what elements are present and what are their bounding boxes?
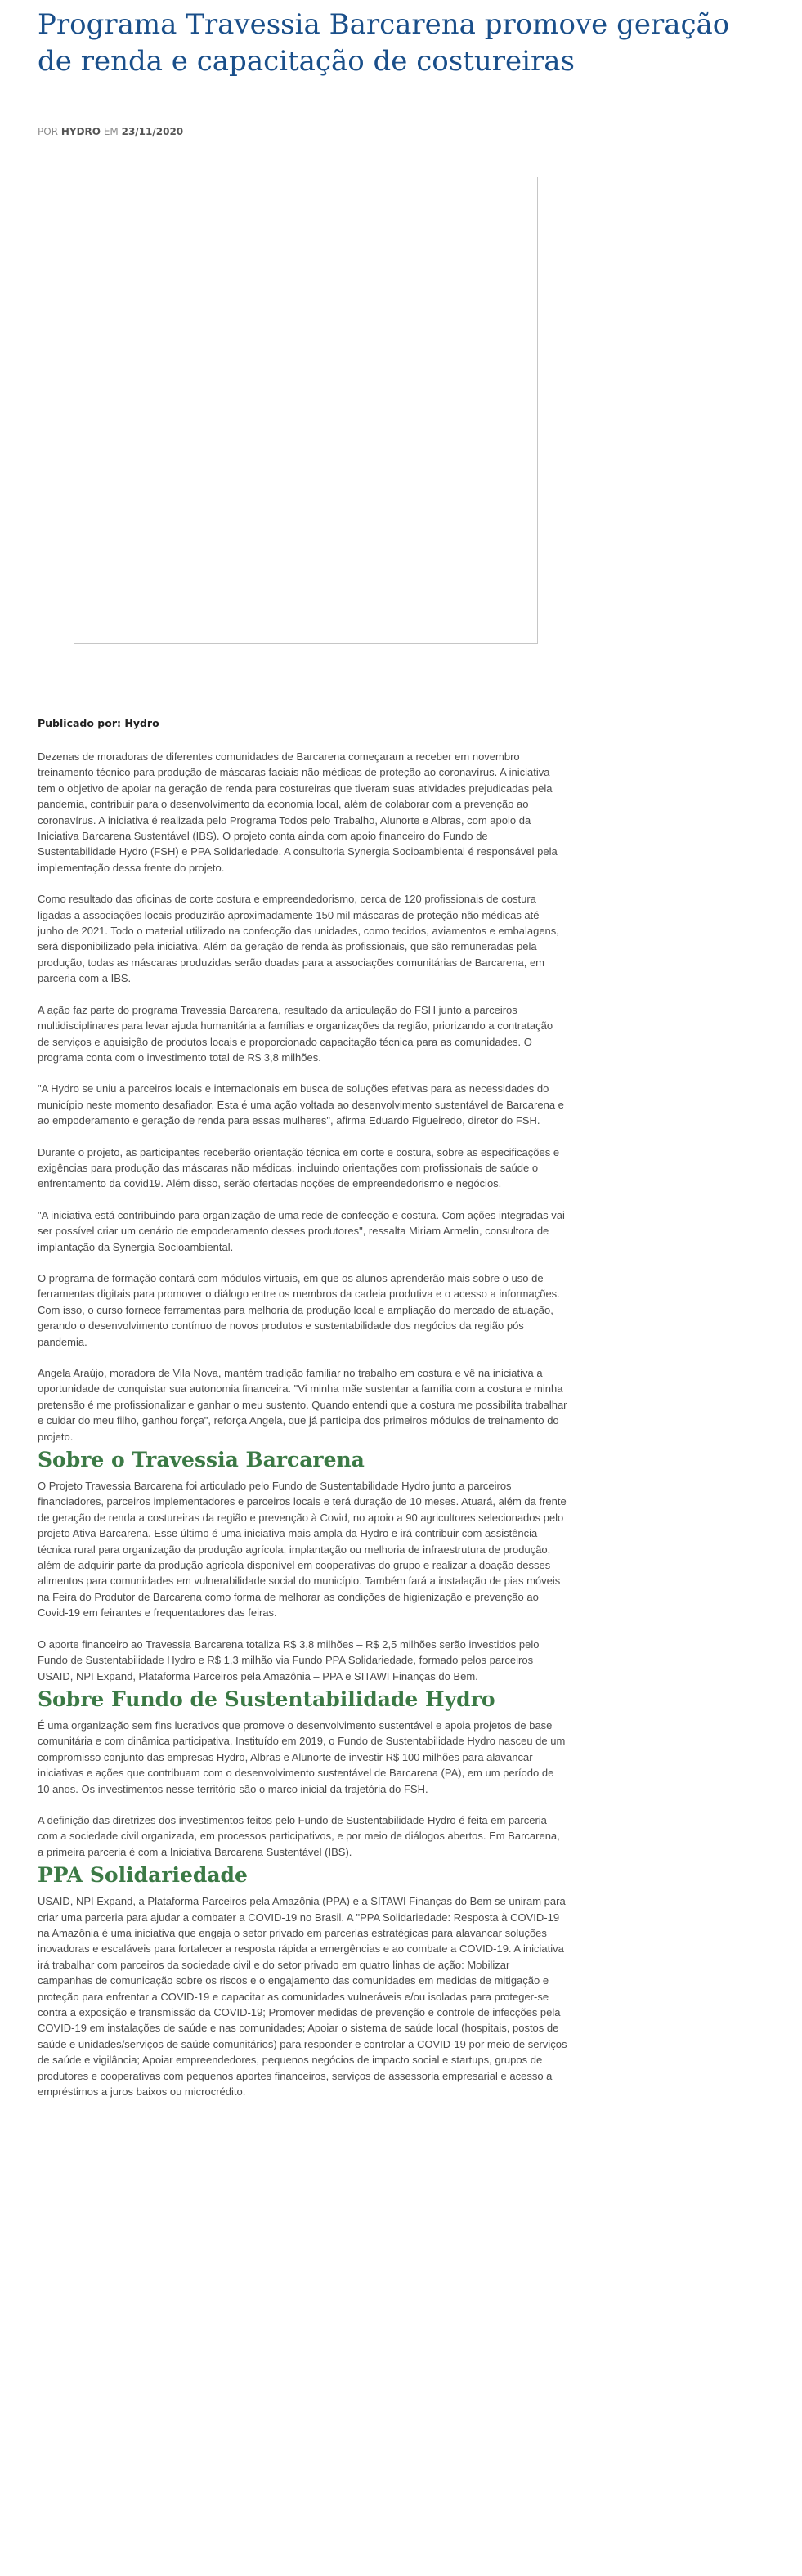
quote-paragraph: "A iniciativa está contribuindo para organização de uma rede de confecção e costura. Com ações integradas vai ser possível criar um cenário de empoderamento desses produtores", ressalta Miriam Armelin, consultora de implantação da Synergia Socioambiental.: [38, 1208, 565, 1253]
body-paragraph: USAID, NPI Expand, a Plataforma Parceiros pela Amazônia (PPA) e a SITAWI Finanças do Bem se uniram para criar uma parceria para ajudar a combater a COVID-19 no Brasil. A "PPA Solidariedade: Resposta à COVID-19 na Amazônia é uma iniciativa que engaja o setor privado em parcerias estratégicas para alavancar soluções inovadoras e escaláveis para fortalecer a resposta rápida a emergências e ao combate a COVID-19. A iniciativa irá trabalhar com parceiros da sociedade civil e do setor privado em quatro linhas de ação: Mobilizar campanhas de comunicação sobre os riscos e o engajamento das comunidades em medidas de mitigação e proteção para enfrentar a COVID-19 e capacitar as comunidades vulneráveis e/ou isoladas para proteger-se contra a exposição e transmissão da COVID-19; Promover medidas de prevenção e controle de infecções pela COVID-19 em instalações de saúde e nas comunidades; Apoiar o sistema de saúde local (hospitais, postos de saúde e unidades/serviços de saúde comunitários) para responder e controlar a COVID-19 por meio de serviços de saúde e vigilância; Apoiar empreendedores, pequenos negócios de impacto social e startups, grupos de produtores e cooperativas com pequenos aportes financeiros, serviços de assessoria empresarial e acesso a empréstimos a juros baixos ou microcrédito.: [38, 1895, 567, 2099]
article: [38, 0, 765, 2099]
body-paragraph: Dezenas de moradoras de diferentes comunidades de Barcarena começaram a receber em novembro treinamento técnico para produção de máscaras faciais não médicas de proteção ao coronavírus. A iniciativa tem o objetivo de apoiar na geração de renda para costureiras que tiveram suas atividades prejudicadas pela pandemia, contribuir para o desenvolvimento da economia local, além de colaborar com a prevenção ao coronavírus. A iniciativa é realizada pelo Programa Todos pelo Trabalho, Alunorte e Albras, com apoio da Iniciativa Barcarena Sustentável (IBS). O projeto conta ainda com apoio financeiro do Fundo de Sustentabilidade Hydro (FSH) e PPA Solidariedade. A consultoria Synergia Socioambiental é responsável pela implementação dessa frente do projeto.: [38, 750, 558, 874]
body-paragraph: Como resultado das oficinas de corte costura e empreendedorismo, cerca de 120 profissionais de costura ligadas a associações locais produzirão aproximadamente 150 mil máscaras de proteção não médicas até junho de 2021. Todo o material utilizado na confecção das unidades, como tecidos, aviamentos e embalagens, será disponibilizado pela iniciativa. Além da geração de renda às profissionais, que são remuneradas pela produção, todas as máscaras produzidas serão doadas para a associações comunitárias de Barcarena, em parceria com a IBS.: [38, 893, 559, 985]
article-body: [38, 716, 567, 2115]
body-paragraph: O programa de formação contará com módulos virtuais, em que os alunos aprenderão mais sobre o uso de ferramentas digitais para promover o diálogo entre os membros da cadeia produtiva e o acesso a informações. Com isso, o curso fornece ferramentas para melhoria da produção local e ampliação do mercado de atuação, gerando o desenvolvimento contínuo de novos produtos e sustentabilidade dos negócios da região pós pandemia.: [38, 1271, 560, 1348]
byline-date: 23/11/2020: [121, 126, 184, 137]
article-title: Programa Travessia Barcarena promove geração de renda e capacitação de costureiras: [38, 8, 730, 78]
byline-connector: EM: [103, 126, 119, 137]
section-heading-travessia: Sobre o Travessia Barcarena: [38, 1448, 365, 1472]
body-paragraph: Angela Araújo, moradora de Vila Nova, mantém tradição familiar no trabalho em costura e vê na iniciativa a oportunidade de conquistar sua autonomia financeira. "Vi minha mãe sustentar a família com a costura e minha pretensão é me profissionalizar e ganhar o meu sustento. Quando entendi que a costura me possibilita trabalhar e cuidar do meu filho, ganhou força", reforça Angela, que já participa dos primeiros módulos de treinamento do projeto.: [38, 1367, 567, 1443]
featured-image-placeholder: [74, 177, 538, 644]
body-paragraph: É uma organização sem fins lucrativos que promove o desenvolvimento sustentável e apoia projetos de base comunitária e com dinâmica participativa. Instituído em 2019, o Fundo de Sustentabilidade Hydro nasceu de um compromisso conjunto das empresas Hydro, Albras e Alunorte de investir R$ 100 milhões para alavancar iniciativas e ações que contribuam com o desenvolvimento sustentável de Barcarena (PA), em um período de 10 anos. Os investimentos nesse território são o marco inicial da trajetória do FSH.: [38, 1718, 566, 1795]
quote-paragraph: "A Hydro se uniu a parceiros locais e internacionais em busca de soluções efetivas para as necessidades do município neste momento desafiador. Esta é uma ação voltada ao desenvolvimento sustentável de Barcarena e ao empoderamento e geração de renda para essas mulheres", afirma Eduardo Figueiredo, diretor do FSH.: [38, 1082, 564, 1127]
body-paragraph: Durante o projeto, as participantes receberão orientação técnica em corte e costura, sobre as especificações e exigências para produção das máscaras não médicas, incluindo orientações com profissionais de saúde o enfrentamento da covid19. Além disso, serão ofertadas noções de empreendedorismo e negócios.: [38, 1145, 560, 1190]
byline-author[interactable]: HYDRO: [60, 126, 101, 137]
body-paragraph: A ação faz parte do programa Travessia Barcarena, resultado da articulação do FSH junto a parceiros multidisciplinares para levar ajuda humanitária a famílias e organizações da região, priorizando a contratação de serviços e aquisição de produtos locais e proporcionado capacitação técnica para as comunidades. O programa conta com o investimento total de R$ 3,8 milhões.: [38, 1003, 553, 1064]
body-paragraph: A definição das diretrizes dos investimentos feitos pelo Fundo de Sustentabilidade Hydro é feita em parceria com a sociedade civil organizada, em processos participativos, e por meio de diálogos abertos. Em Barcarena, a primeira parceria é com a Iniciativa Barcarena Sustentável (IBS).: [38, 1813, 560, 1858]
published-by: Publicado por: Hydro: [38, 717, 159, 729]
byline-prefix: POR: [38, 126, 59, 137]
section-heading-fundo-hydro: Sobre Fundo de Sustentabilidade Hydro: [38, 1687, 495, 1711]
section-heading-ppa: PPA Solidariedade: [38, 1863, 248, 1888]
body-paragraph: O Projeto Travessia Barcarena foi articulado pelo Fundo de Sustentabilidade Hydro junto a parceiros financiadores, parceiros implementadores e parceiros locais e terá duração de 10 meses. Atuará, além da frente de geração de renda a costureiras da região e prevenção à Covid, no apoio a 90 agricultores selecionados pelo projeto Ativa Barcarena. Esse último é uma iniciativa mais ampla da Hydro e irá contribuir com assistência técnica rural para organização da produção agrícola, implantação ou melhoria de infraestrutura de produção, além de adquirir parte da produção agrícola disponível em cooperativas do grupo e realizar a doação desses alimentos para comunidades em vulnerabilidade social do município. Também fará a instalação de pias móveis na Feira do Produtor de Barcarena como forma de melhorar as condições de higienização e prevenção ao Covid-19 em feirantes e frequentadores das feiras.: [38, 1480, 567, 1620]
body-paragraph: O aporte financeiro ao Travessia Barcarena totaliza R$ 3,8 milhões – R$ 2,5 milhões serão investidos pelo Fundo de Sustentabilidade Hydro e R$ 1,3 milhão via Fundo PPA Solidariedade, formado pelos parceiros USAID, NPI Expand, Plataforma Parceiros pela Amazônia – PPA e SITAWI Finanças do Bem.: [38, 1637, 540, 1682]
byline: [38, 126, 765, 141]
